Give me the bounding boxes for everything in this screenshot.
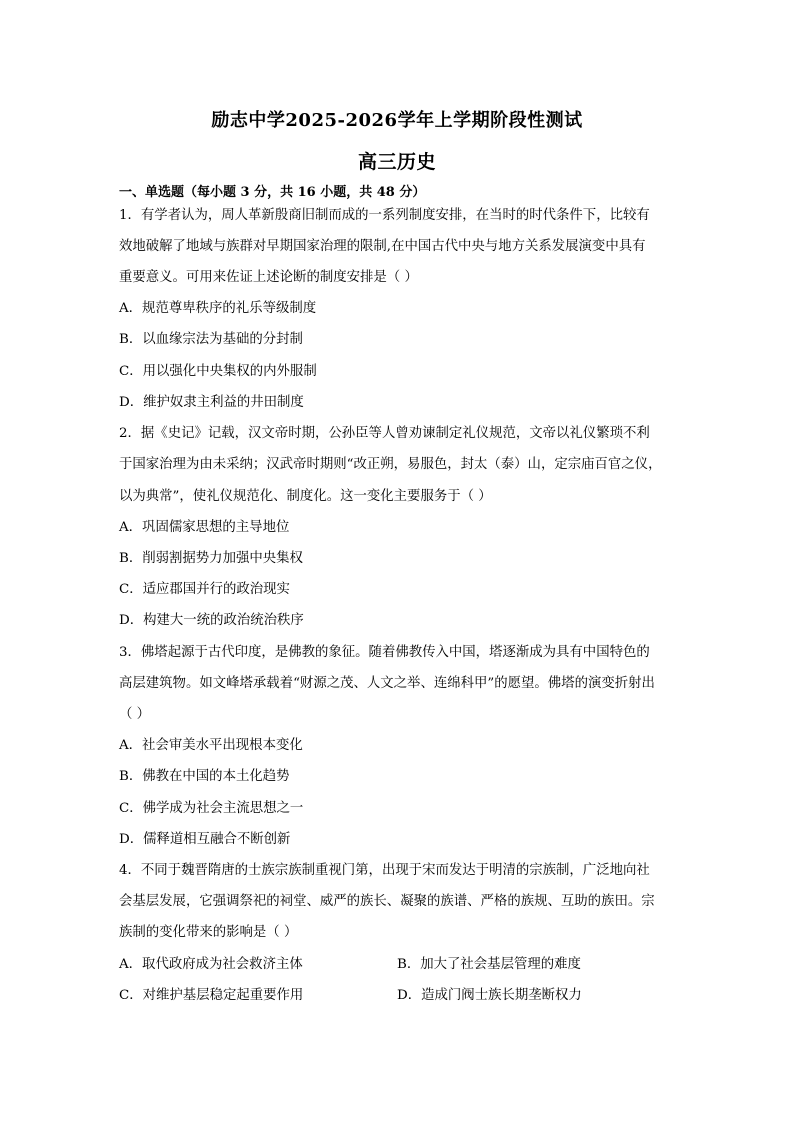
option-c: C．适应郡国并行的政治现实: [119, 582, 290, 597]
question-text-line: 于国家治理为由未采纳；汉武帝时期则“改正朔，易服色，封太（泰）山，定宗庙百官之仪，: [119, 457, 662, 472]
question-text-line: 2．据《史记》记载，汉文帝时期，公孙臣等人曾劝谏制定礼仪规范，文帝以礼仪繁琐不利: [119, 426, 650, 441]
option-c: C．佛学成为社会主流思想之一: [119, 801, 304, 816]
option-a: A．巩固儒家思想的主导地位: [119, 520, 290, 535]
option-a: A．取代政府成为社会救济主体: [119, 957, 303, 972]
option-c: C．用以强化中央集权的内外服制: [119, 364, 317, 379]
question-text-line: 3．佛塔起源于古代印度，是佛教的象征。随着佛教传入中国，塔逐渐成为具有中国特色的: [119, 645, 650, 660]
option-d: D．造成门阀士族长期垄断权力: [397, 988, 582, 1003]
question-text-line: 以为典常”，使礼仪规范化、制度化。这一变化主要服务于（ ）: [119, 489, 492, 504]
option-d: D．维护奴隶主利益的井田制度: [119, 395, 304, 410]
subject-title: 高三历史: [357, 151, 436, 173]
question-text-line: 4．不同于魏晋隋唐的士族宗族制重视门第，出现于宋而发达于明清的宗族制，广泛地向社: [119, 863, 650, 878]
option-b: B．加大了社会基层管理的难度: [397, 957, 581, 972]
question-text-line: 1．有学者认为，周人革新殷商旧制而成的一系列制度安排，在当时的时代条件下，比较有: [119, 208, 650, 223]
question-text-line: 效地破解了地域与族群对早期国家治理的限制,在中国古代中央与地方关系发展演变中具有: [119, 239, 646, 254]
option-d: D．构建大一统的政治统治秩序: [119, 613, 304, 628]
option-d: D．儒释道相互融合不断创新: [119, 832, 291, 847]
option-b: B．以血缘宗法为基础的分封制: [119, 332, 303, 347]
exam-title: 励志中学2025-2026学年上学期阶段性测试: [211, 110, 583, 131]
option-b: B．削弱割据势力加强中央集权: [119, 551, 303, 566]
question-text-line: （ ）: [119, 707, 151, 722]
option-c: C．对维护基层稳定起重要作用: [119, 988, 304, 1003]
option-a: A．社会审美水平出现根本变化: [119, 738, 303, 753]
question-text-line: 重要意义。可用来佐证上述论断的制度安排是（ ）: [119, 270, 418, 285]
question-text-line: 高层建筑物。如文峰塔承载着“财源之茂、人文之举、连绵科甲”的愿望。佛塔的演变折射出: [119, 676, 655, 691]
option-a: A．规范尊卑秩序的礼乐等级制度: [119, 301, 317, 316]
question-text-line: 族制的变化带来的影响是（ ）: [119, 925, 298, 940]
option-b: B．佛教在中国的本土化趋势: [119, 769, 290, 784]
question-text-line: 会基层发展，它强调祭祀的祠堂、威严的族长、凝聚的族谱、严格的族规、互助的族田。宗: [119, 894, 655, 909]
section-heading: 一、单选题（每小题 3 分，共 16 小题，共 48 分）: [119, 185, 426, 200]
